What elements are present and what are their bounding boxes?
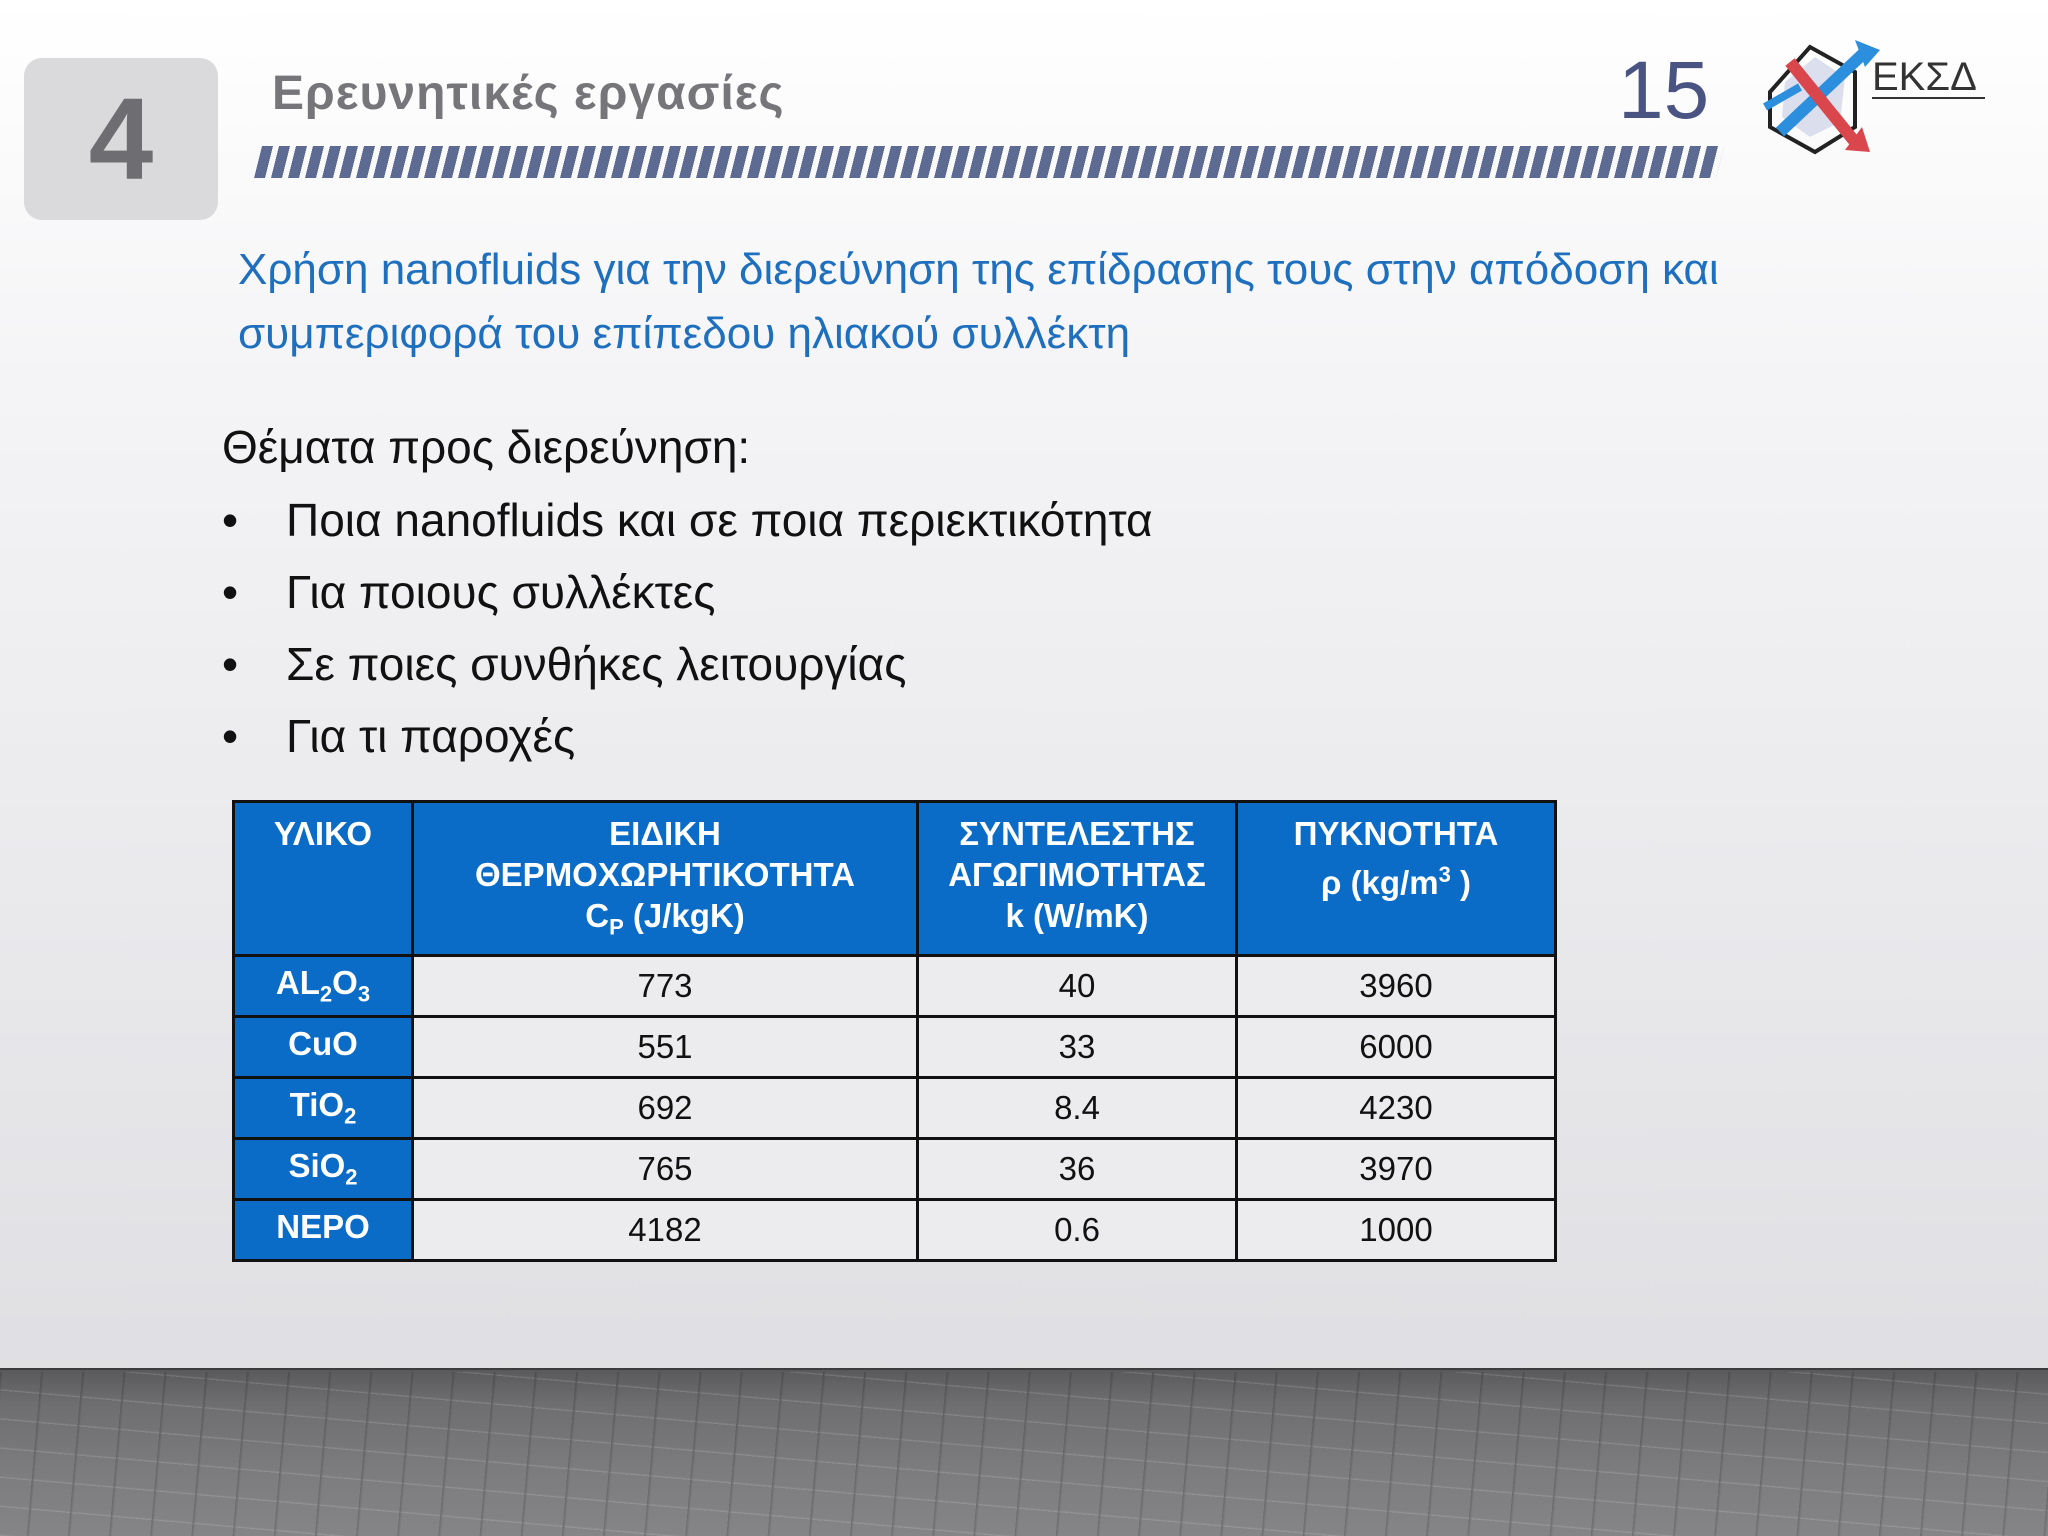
density-cell: 1000 xyxy=(1237,1199,1556,1260)
table-row xyxy=(234,1138,1556,1199)
cp-cell: 692 xyxy=(413,1077,918,1138)
logo-text: ΕΚΣΔ xyxy=(1872,55,1977,99)
header-stripe-divider xyxy=(254,146,1724,178)
section-number-badge xyxy=(24,58,218,220)
bullet-icon: • xyxy=(222,566,239,618)
header-density: ΠΥΚΝΟΤΗΤΑ ρ ($kg/m^3$ ) xyxy=(1237,802,1556,956)
list-item-text: Ποια nanofluids και σε ποια περιεκτικότητα xyxy=(286,494,1153,546)
nanofluid-properties-table xyxy=(232,800,1557,1262)
section-number: 4 xyxy=(88,74,154,204)
table-header-row xyxy=(234,802,1556,956)
material-cell: ΝΕΡΟ xyxy=(234,1199,413,1260)
material-cell: CuO xyxy=(234,1016,413,1077)
list-item-text: Για ποιους συλλέκτες xyxy=(286,566,716,618)
header-material: ΥΛΙΚΟ xyxy=(234,802,413,956)
material-cell: SiO$_2$ xyxy=(234,1138,413,1199)
section-title: Ερευνητικές εργασίες xyxy=(272,67,785,120)
topics-heading: Θέματα προς διερεύνηση: xyxy=(222,421,751,473)
slide-subtitle: Χρήση nanofluids για την διερεύνηση της επίδρασης τους στην απόδοση και συμπεριφορά του επίπεδου ηλιακού συλλέκτη xyxy=(238,245,1719,358)
list-item-text: Για τι παροχές xyxy=(286,710,576,762)
k-cell: 33 xyxy=(918,1016,1237,1077)
k-cell: 0.6 xyxy=(918,1199,1237,1260)
header-specific-heat: ΕΙΔΙΚΗ ΘΕΡΜΟΧΩΡΗΤΙΚΟΤΗΤΑ $C_P$ (J/kgK) xyxy=(413,802,918,956)
cp-cell: 765 xyxy=(413,1138,918,1199)
k-cell: 36 xyxy=(918,1138,1237,1199)
cp-cell: 4182 xyxy=(413,1199,918,1260)
density-cell: 3970 xyxy=(1237,1138,1556,1199)
table-row xyxy=(234,1199,1556,1260)
bullet-icon: • xyxy=(222,710,239,762)
density-cell: 3960 xyxy=(1237,955,1556,1016)
table-row xyxy=(234,1016,1556,1077)
material-cell: $AL_2O_3$ xyxy=(234,955,413,1016)
eksd-logo xyxy=(1760,32,1990,162)
density-cell: 4230 xyxy=(1237,1077,1556,1138)
header-conductivity: ΣΥΝΤΕΛΕΣΤΗΣ ΑΓΩΓΙΜΟΤΗΤΑΣ k (W/mK) xyxy=(918,802,1237,956)
floor-texture xyxy=(0,1372,2048,1536)
density-cell: 6000 xyxy=(1237,1016,1556,1077)
list-item-text: Σε ποιες συνθήκες λειτουργίας xyxy=(286,638,907,690)
bullet-icon: • xyxy=(222,494,239,546)
cp-cell: 773 xyxy=(413,955,918,1016)
material-cell: TiO$_2$ xyxy=(234,1077,413,1138)
k-cell: 8.4 xyxy=(918,1077,1237,1138)
k-cell: 40 xyxy=(918,955,1237,1016)
cp-cell: 551 xyxy=(413,1016,918,1077)
table-row xyxy=(234,955,1556,1016)
bullet-icon: • xyxy=(222,638,239,690)
page-number: 15 xyxy=(1618,45,1710,136)
table-row xyxy=(234,1077,1556,1138)
